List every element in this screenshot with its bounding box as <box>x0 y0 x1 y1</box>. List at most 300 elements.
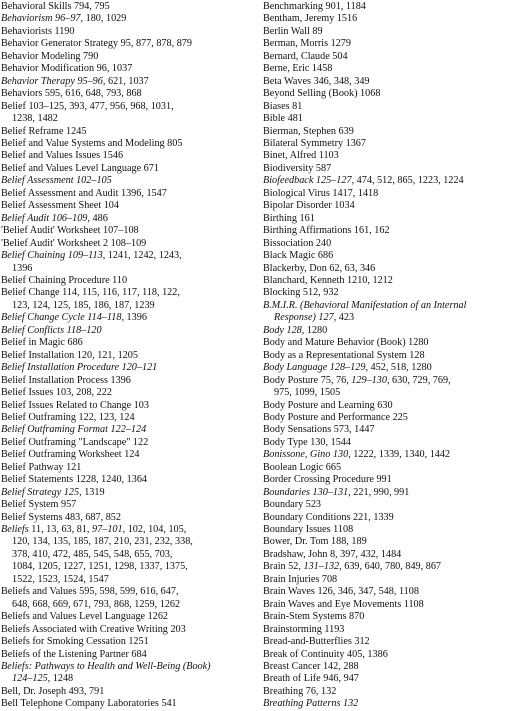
index-entry-line <box>263 524 505 536</box>
index-text: Belief Systems 483, 687, 852 <box>1 511 121 523</box>
index-entry-line <box>1 237 255 250</box>
index-text-italic: 129–130 <box>351 374 387 386</box>
index-text: Bierman, Stephen 639 <box>263 125 354 137</box>
index-text: , 102, 104, 105, <box>122 524 187 536</box>
index-text: Birthing 161 <box>263 212 315 224</box>
index-entry-line <box>1 187 255 200</box>
index-text: , 639, 640, 780, 849, 867 <box>339 561 441 573</box>
index-entry-line <box>263 75 505 88</box>
index-text: Biological Virus 1417, 1418 <box>263 187 379 199</box>
index-entry-line <box>1 88 255 100</box>
index-text: Belief and Value Systems and Modeling 805 <box>1 137 183 149</box>
index-text: 648, 668, 669, 671, 793, 868, 1259, 1262 <box>12 598 181 610</box>
index-entry <box>1 462 255 474</box>
index-entry <box>263 88 505 100</box>
index-text: Belief Statements 1228, 1240, 1364 <box>1 474 148 486</box>
index-text: , 1396 <box>121 312 147 324</box>
index-text: 123, 124, 125, 185, 186, 187, 1239 <box>12 299 155 311</box>
index-entry <box>1 412 255 424</box>
index-entry <box>1 487 255 499</box>
index-entry-line <box>263 374 505 387</box>
index-entry-continuation <box>12 599 255 611</box>
index-entry <box>263 150 505 162</box>
index-text: Boolean Logic 665 <box>263 461 342 473</box>
index-text: Behavior Generator Strategy 95, 877, 878, 879 <box>1 38 192 50</box>
index-entry <box>1 287 255 312</box>
index-entry-line <box>263 411 505 424</box>
index-entry <box>263 200 505 212</box>
index-entry <box>1 76 255 88</box>
index-text: , 486 <box>87 212 108 224</box>
index-entry <box>1 13 255 25</box>
index-text: Berne, Eric 1458 <box>263 63 333 75</box>
index-entry-line <box>1 100 255 113</box>
index-entry <box>1 38 255 50</box>
index-entry-line <box>1 274 255 287</box>
index-text: Brainstorming 1193 <box>263 623 345 635</box>
index-entry-line <box>263 1 505 13</box>
index-text: Bible 481 <box>263 113 303 125</box>
index-text: Berman, Morris 1279 <box>263 38 351 50</box>
index-entry-line <box>263 13 505 25</box>
index-text: 120, 134, 135, 185, 187, 210, 231, 232, 338, <box>12 536 193 548</box>
index-entry <box>1 312 255 324</box>
index-entry-line <box>1 685 255 698</box>
index-entry <box>263 300 505 325</box>
index-entry-line <box>1 63 255 75</box>
index-text: Bipolar Disorder 1034 <box>263 200 355 212</box>
index-entry-continuation <box>12 561 255 573</box>
index-entry <box>1 337 255 349</box>
index-text: Beyond Selling (Book) 1068 <box>263 88 381 100</box>
index-entry-line <box>1 474 255 486</box>
index-text: 'Belief Audit' Worksheet 2 108–109 <box>1 237 147 249</box>
index-text-italic: Belief Audit 106–109 <box>1 212 88 224</box>
index-entry <box>1 449 255 461</box>
index-text: Benchmarking 901, 1184 <box>263 1 366 12</box>
index-text: , 452, 518, 1280 <box>365 362 432 374</box>
index-entry-line <box>263 25 505 38</box>
index-entry <box>1 661 255 686</box>
index-entry <box>263 238 505 250</box>
index-entry <box>263 686 505 698</box>
index-entry <box>263 400 505 412</box>
index-text: Belief Reframe 1245 <box>1 125 87 137</box>
index-text: Body Type 130 <box>263 436 326 448</box>
index-text: Belief Installation 120, 121, 1205 <box>1 349 138 361</box>
index-entry-line <box>1 125 255 138</box>
index-text: Bell Telephone Company Laboratories 541 <box>1 698 177 710</box>
index-entry <box>1 686 255 698</box>
index-entry-line <box>263 536 505 548</box>
index-entry-line <box>263 150 505 162</box>
index-entry <box>263 1 505 13</box>
index-text: Beliefs and Values Level Language 1262 <box>1 611 169 623</box>
index-text: Belief Assessment and Audit 1396, 1547 <box>1 187 167 199</box>
index-entry-continuation <box>12 113 255 125</box>
index-text: , 1222, 1339, 1340, 1442 <box>348 449 451 461</box>
index-text: Belief Outframing Worksheet 124 <box>1 449 140 461</box>
index-entry <box>263 213 505 225</box>
index-entry <box>1 400 255 412</box>
index-text: , 1280 <box>301 324 328 336</box>
index-entry-line <box>263 237 505 250</box>
index-entry <box>263 138 505 150</box>
index-entry <box>1 350 255 362</box>
index-entry-line <box>263 137 505 150</box>
index-text: Behaviors 595, 616, 648, 793, 868 <box>1 88 142 100</box>
index-entry-line <box>1 349 255 362</box>
index-entry <box>1 225 255 237</box>
index-entry-line <box>263 299 505 312</box>
index-entry-line <box>1 586 255 598</box>
index-entry-line <box>1 225 255 237</box>
index-entry <box>263 51 505 63</box>
index-entry <box>1 238 255 250</box>
index-text: Brain Waves 126, 346, 347, 548, 1108 <box>263 586 419 598</box>
index-entry-continuation <box>12 574 255 586</box>
index-entry <box>263 63 505 75</box>
index-text: Blanchard, Kenneth 1210, 1212 <box>263 274 393 286</box>
index-entry-line <box>263 88 505 100</box>
index-text: Beta Waves 346, 348, 349 <box>263 75 370 87</box>
index-text-italic: Belief Change Cycle 114–118 <box>1 312 122 324</box>
index-text-italic: Belief Installation Procedure 120–121 <box>1 362 158 374</box>
index-entry-line <box>263 661 505 673</box>
index-entry <box>1 188 255 200</box>
index-text: Breathing 76, 132 <box>263 685 337 697</box>
index-entry-line <box>263 212 505 225</box>
index-text: , 1248 <box>47 673 74 685</box>
index-entry <box>1 636 255 648</box>
index-entry <box>263 624 505 636</box>
index-entry-line <box>1 499 255 511</box>
index-entry <box>263 126 505 138</box>
index-entry-line <box>263 287 505 299</box>
index-entry-line <box>1 362 255 374</box>
index-text: Belief in Magic 686 <box>1 337 83 349</box>
index-entry-continuation <box>12 300 255 312</box>
index-entry <box>1 126 255 138</box>
index-entry <box>1 474 255 486</box>
index-entry-line <box>1 324 255 337</box>
index-entry <box>263 175 505 187</box>
index-entry-line <box>263 573 505 586</box>
index-entry <box>1 424 255 436</box>
index-text: Behaviorists 1190 <box>1 25 75 37</box>
index-text: Brain Injuries 708 <box>263 573 338 585</box>
index-text: Belief and Values Level Language 671 <box>1 162 159 174</box>
index-entry-line <box>1 387 255 399</box>
index-entry-line <box>1 1 255 13</box>
index-entry <box>1 150 255 162</box>
index-entry <box>1 213 255 225</box>
index-entry-continuation <box>12 549 255 561</box>
index-entry-line <box>1 200 255 212</box>
index-entry-line <box>1 175 255 187</box>
index-text: Bradshaw, John 8, 397, 432, 1484 <box>263 548 402 560</box>
index-entry-line <box>263 250 505 262</box>
index-entry <box>263 38 505 50</box>
index-entry <box>1 375 255 387</box>
index-entry-line <box>1 661 255 673</box>
index-entry-line <box>263 685 505 698</box>
index-entry-line <box>263 436 505 449</box>
index-text: Body Posture and Learning 630 <box>263 399 393 411</box>
index-text: Blocking 512, 932 <box>263 287 339 299</box>
index-entry <box>1 437 255 449</box>
index-entry <box>1 26 255 38</box>
index-entry <box>263 250 505 262</box>
index-text-italic: 124–125 <box>12 673 48 685</box>
index-text: Beliefs of the Listening Partner 684 <box>1 648 147 660</box>
index-text: Bentham, Jeremy 1516 <box>263 13 358 25</box>
index-entry-continuation <box>12 536 255 548</box>
index-entry-line <box>263 673 505 685</box>
index-text: Berlin Wall 89 <box>263 25 323 37</box>
index-text: , 1319 <box>79 486 105 498</box>
index-text-italic: B.M.I.R. (Behavioral Manifestation of an Internal <box>263 299 467 311</box>
index-text-italic: Belief Outframing Format 122–124 <box>1 424 147 436</box>
index-text: , 1544 <box>325 436 351 448</box>
index-entry-line <box>1 436 255 449</box>
index-entry <box>1 698 255 710</box>
index-entry-line <box>1 698 255 710</box>
index-entry-line <box>1 38 255 50</box>
index-entry <box>1 512 255 524</box>
index-text-italic: Behavior Therapy 95–96 <box>1 75 103 87</box>
index-entry <box>1 88 255 100</box>
index-entry-line <box>1 461 255 474</box>
index-entry-line <box>1 374 255 387</box>
index-text: Behavior Modification 96, 1037 <box>1 63 133 75</box>
index-text: 378, 410, 472, 485, 545, 548, 655, 703, <box>12 548 173 560</box>
index-text-italic: Beliefs: Pathways to Health and Well-Being (Book) <box>1 661 211 673</box>
index-entry-line <box>1 648 255 661</box>
index-entry-continuation <box>274 312 505 324</box>
index-entry-line <box>1 449 255 461</box>
index-text: Brain Waves and Eye Movements 1108 <box>263 598 424 610</box>
index-text: Body Posture and Performance 225 <box>263 411 408 423</box>
index-text: , 221, 990, 991 <box>348 486 410 498</box>
index-entry <box>263 549 505 561</box>
index-entry-line <box>1 424 255 436</box>
index-text: Breast Cancer 142, 288 <box>263 661 359 673</box>
index-text: Birthing Affirmations 161, 162 <box>263 225 390 237</box>
index-entry-line <box>263 262 505 275</box>
index-entry-line <box>263 499 505 511</box>
index-entry-line <box>263 274 505 287</box>
index-entry-line <box>263 511 505 524</box>
index-entry <box>263 412 505 424</box>
index-entry <box>263 636 505 648</box>
index-column-left <box>1 1 255 711</box>
index-text: , 1241, 1242, 1243, <box>102 250 182 262</box>
index-text: Border Crossing Procedure 991 <box>263 474 392 486</box>
index-entry-line <box>1 75 255 88</box>
index-text: Bissociation 240 <box>263 237 332 249</box>
index-entry-continuation <box>274 387 505 399</box>
index-text: Body Sensations 573, 1447 <box>263 424 375 436</box>
index-entry <box>263 449 505 461</box>
index-entry <box>1 138 255 150</box>
index-entry <box>263 512 505 524</box>
index-text: Belief Assessment Sheet 104 <box>1 200 119 212</box>
index-entry-line <box>263 561 505 573</box>
index-entry <box>263 462 505 474</box>
index-entry <box>263 474 505 486</box>
index-text-italic: Belief Conflicts 118–120 <box>1 324 102 336</box>
index-entry-line <box>1 150 255 162</box>
index-entry-line <box>263 598 505 611</box>
index-entry-line <box>1 623 255 636</box>
index-entry-line <box>263 486 505 499</box>
index-text: Belief Outframing 122, 123, 124 <box>1 411 135 423</box>
index-text: 1084, 1205, 1227, 1251, 1298, 1337, 1375, <box>12 561 188 573</box>
index-entry <box>263 649 505 661</box>
index-entry <box>1 499 255 511</box>
index-entry <box>1 200 255 212</box>
index-text: Bread-and-Butterflies 312 <box>263 636 370 648</box>
index-entry <box>263 362 505 374</box>
index-entry-line <box>263 698 505 710</box>
index-entry-line <box>263 100 505 113</box>
index-entry <box>263 225 505 237</box>
index-text: Beliefs and Values 595, 598, 599, 616, 647, <box>1 586 179 598</box>
index-entry-line <box>1 162 255 175</box>
index-entry <box>1 586 255 611</box>
index-text: Biodiversity 587 <box>263 162 332 174</box>
index-entry <box>263 101 505 113</box>
index-entry <box>263 325 505 337</box>
index-entry <box>1 611 255 623</box>
index-text: Belief and Values Issues 1546 <box>1 150 124 162</box>
index-entry-line <box>1 524 255 536</box>
index-text: Body as a Representational System 128 <box>263 349 425 361</box>
index-text: Beliefs for Smoking Cessation 1251 <box>1 636 149 648</box>
index-entry-line <box>1 250 255 262</box>
index-text-italic: Bonissone, Gino 130 <box>263 449 349 461</box>
index-entry-line <box>263 424 505 436</box>
index-text: Biases 81 <box>263 100 303 112</box>
index-entry-line <box>263 474 505 486</box>
index-text: Boundary 523 <box>263 499 322 511</box>
index-entry-line <box>263 636 505 648</box>
index-entry-line <box>1 399 255 412</box>
index-entry-line <box>263 125 505 138</box>
index-text-italic: Body 128 <box>263 324 302 336</box>
index-entry <box>263 350 505 362</box>
index-entry-line <box>263 162 505 175</box>
index-text: , 621, 1037 <box>102 75 149 87</box>
index-entry-line <box>1 137 255 150</box>
index-entry <box>263 661 505 673</box>
index-entry <box>1 250 255 275</box>
index-entry <box>1 524 255 586</box>
index-entry <box>263 163 505 175</box>
index-entry-line <box>1 50 255 63</box>
index-text: Black Magic 686 <box>263 250 334 262</box>
index-entry <box>263 76 505 88</box>
index-text: Belief Outframing "Landscape" 122 <box>1 436 149 448</box>
index-entry <box>263 561 505 573</box>
index-entry <box>1 63 255 75</box>
index-entry <box>263 437 505 449</box>
index-entry <box>263 13 505 25</box>
index-text-italic: Belief Strategy 125 <box>1 486 80 498</box>
index-entry-line <box>1 312 255 324</box>
index-entry <box>263 499 505 511</box>
index-entry-line <box>263 324 505 337</box>
index-text: Body Posture 75, 76, <box>263 374 352 386</box>
index-entry-line <box>263 63 505 75</box>
index-entry <box>1 649 255 661</box>
index-entry-line <box>1 287 255 299</box>
index-text: Belief Chaining Procedure 110 <box>1 274 128 286</box>
index-text: Binet, Alfred 1103 <box>263 150 339 162</box>
index-entry <box>1 325 255 337</box>
index-entry-line <box>263 225 505 237</box>
index-text: Belief Issues 103, 208, 222 <box>1 387 112 399</box>
index-entry <box>263 263 505 275</box>
index-text: Blackerby, Don 62, 63, 346 <box>263 262 376 274</box>
index-text: Boundary Issues 1108 <box>263 524 354 536</box>
index-text: , 180, 1029 <box>80 13 127 25</box>
index-text: Belief Installation Process 1396 <box>1 374 131 386</box>
index-entry <box>1 175 255 187</box>
index-text: Belief Change 114, 115, 116, 117, 118, 122, <box>1 287 180 299</box>
index-text-italic: Beliefs <box>1 524 29 536</box>
index-entry-line <box>263 337 505 349</box>
index-text: 11, 13, 63, 81, <box>28 524 93 536</box>
index-entry-line <box>1 486 255 499</box>
index-text: , 423 <box>333 312 355 324</box>
index-entry-line <box>263 50 505 63</box>
index-entry <box>263 698 505 710</box>
index-entry <box>263 113 505 125</box>
index-entry <box>1 275 255 287</box>
index-text-italic: Breathing Patterns 132 <box>263 698 359 710</box>
index-text: Behavior Modeling 790 <box>1 50 99 62</box>
index-entry <box>1 387 255 399</box>
index-text: Body and Mature Behavior (Book) 1280 <box>263 337 429 349</box>
index-entry <box>263 611 505 623</box>
index-text: Breath of Life 946, 947 <box>263 673 359 685</box>
index-entry <box>263 287 505 299</box>
index-entry <box>263 375 505 400</box>
index-entry-line <box>263 623 505 636</box>
index-entry <box>263 673 505 685</box>
index-entry-line <box>263 399 505 412</box>
index-text: 'Belief Audit' Worksheet 107–108 <box>1 225 139 237</box>
index-text: Bell, Dr. Joseph 493, 791 <box>1 685 105 697</box>
index-entry-line <box>1 511 255 524</box>
index-entry <box>263 424 505 436</box>
index-entry-line <box>1 13 255 25</box>
index-entry-line <box>263 38 505 50</box>
index-entry <box>263 536 505 548</box>
index-text: Brain-Stem Systems 870 <box>263 611 365 623</box>
index-text: 1522, 1523, 1524, 1547 <box>12 573 109 585</box>
index-entry-continuation <box>12 263 255 275</box>
index-entry-line <box>1 212 255 225</box>
index-entry <box>263 599 505 611</box>
index-entry-line <box>1 636 255 648</box>
index-text-italic: 97–101 <box>92 524 123 536</box>
index-entry <box>1 51 255 63</box>
index-entry <box>263 586 505 598</box>
index-entry <box>263 275 505 287</box>
